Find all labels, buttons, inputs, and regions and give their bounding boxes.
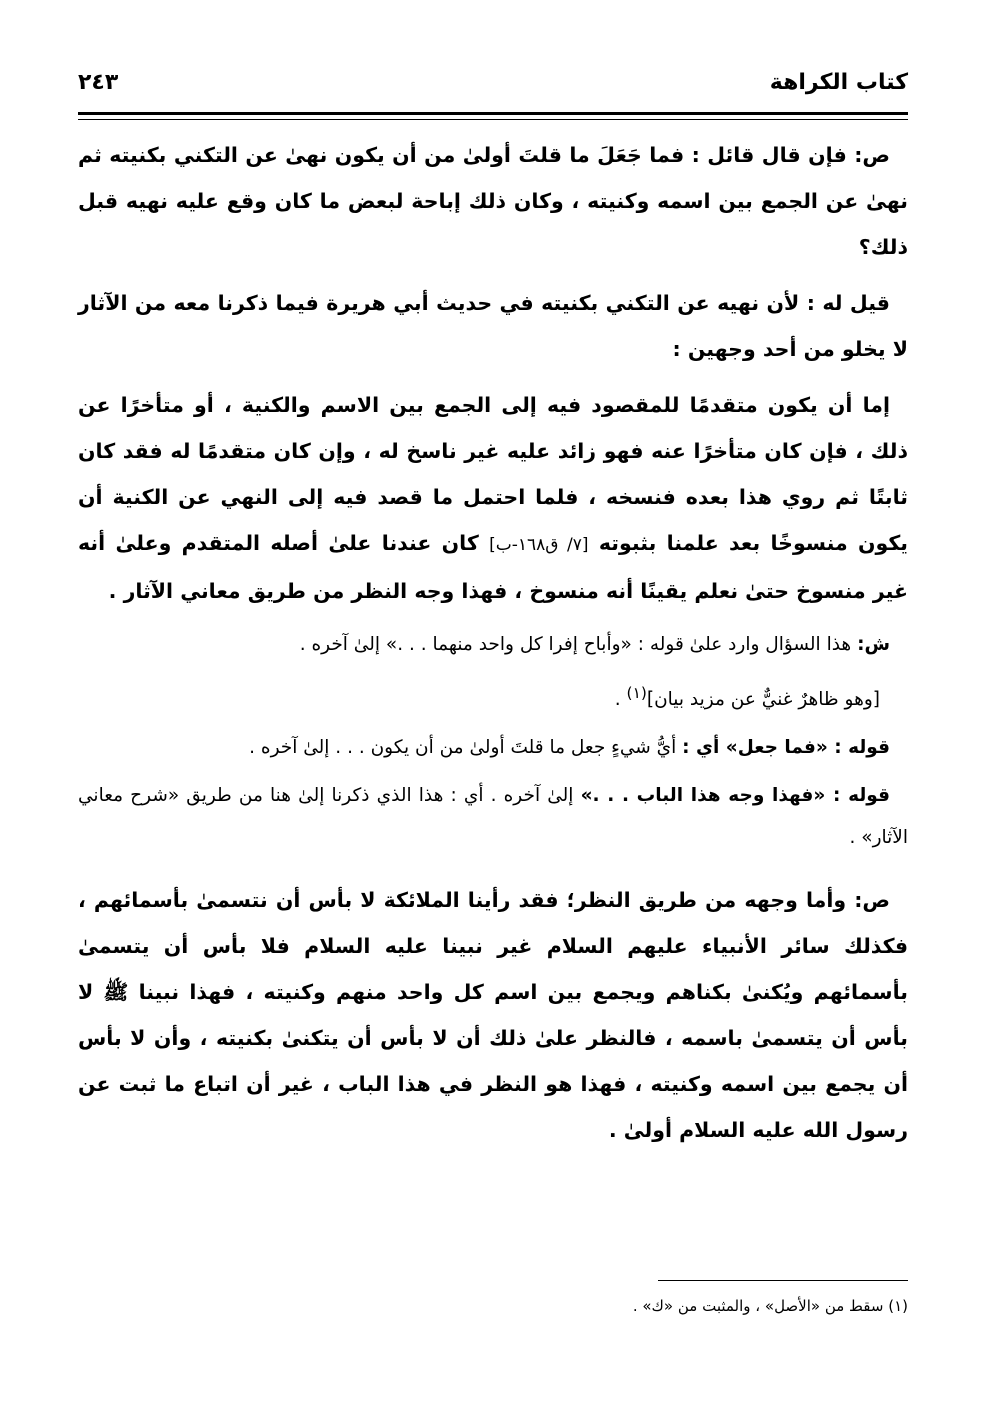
commentary-end: . xyxy=(614,689,627,711)
commentary-text: أيُّ شيءٍ جعل ما قلتَ أولىٰ من أن يكون . . . إلىٰ آخره . xyxy=(249,737,683,759)
commentary-3 xyxy=(78,727,908,769)
commentary-1 xyxy=(78,624,908,666)
quote-label: قوله : «فهذا وجه هذا الباب . . .» xyxy=(580,785,890,807)
header-rule-thick xyxy=(78,112,908,115)
running-header xyxy=(78,70,908,114)
main-text xyxy=(78,132,908,1163)
paragraph-analogy xyxy=(78,877,908,1153)
matn-label: ص: xyxy=(854,143,890,167)
footnote-marker: (١) xyxy=(626,684,647,702)
paragraph-text: وأما وجهه من طريق النظر؛ فقد رأينا الملائكة لا بأس أن نتسمىٰ بأسمائهم ، فكذلك سائر الأنبياء عليهم السلام غير نبينا عليه السلام فلا بأس أن يتسمىٰ بأسمائهم ويُكنىٰ بكناهم ويجمع بين اسم كل واحد منهم وكنيته ، فهذا نبينا ﷺ لا بأس أن يتسمىٰ باسمه ، فالنظر علىٰ ذلك أن لا بأس أن يتكنىٰ بكنيته ، وأن لا بأس أن يجمع بين اسمه وكنيته ، فهذا هو النظر في هذا الباب ، غير أن اتباع ما ثبت عن رسول الله عليه السلام أولىٰ . xyxy=(78,888,908,1143)
manuscript-ref: [٧/ ق١٦٨-ب] xyxy=(489,535,589,555)
paragraph-text: قيل له : لأن نهيه عن التكني بكنيته في حديث أبي هريرة فيما ذكرنا معه من الآثار لا يخلو من أحد وجهين : xyxy=(78,291,908,361)
footnote-separator xyxy=(658,1280,908,1281)
paragraph-text: فإن قال قائل : فما جَعَلَ ما قلتَ أولىٰ من أن يكون نهىٰ عن التكني بكنيته ثم نهىٰ عن الجمع بين اسمه وكنيته ، وكان ذلك إباحة لبعض ما كان وقع عليه نهيه قبل ذلك؟ xyxy=(78,143,908,259)
footnote: (١) سقط من «الأصل» ، والمثبت من «ك» . xyxy=(632,1297,908,1315)
commentary-text: هذا السؤال وارد علىٰ قوله : «وأباح إفرا كل واحد منهما . . .» إلىٰ آخره . xyxy=(299,634,858,655)
commentary-4 xyxy=(78,775,908,859)
commentary-text: [وهو ظاهرٌ غنيٌّ عن مزيد بيان] xyxy=(646,689,880,711)
paragraph-text: إما أن يكون متقدمًا للمقصود فيه إلى الجمع بين الاسم والكنية ، أو متأخرًا عن ذلك ، فإن كان متأخرًا عنه فهو زائد عليه غير ناسخ له ، وإن كان متقدمًا له فقد كان ثابتًا ثم روي هذا بعده فنسخه ، فلما احتمل ما قصد فيه إلى النهي عن الكنية أن يكون منسوخًا بعد علمنا بثبوته xyxy=(78,393,908,555)
commentary-text: إلىٰ آخره . أي : هذا الذي ذكرنا إلىٰ هنا من طريق «شرح معاني الآثار» . xyxy=(78,785,908,849)
paragraph-text: كان عندنا علىٰ أصله المتقدم وعلىٰ أنه غير منسوخ حتىٰ نعلم يقينًا أنه منسوخ ، فهذا وجه النظر من طريق معاني الآثار . xyxy=(78,531,908,603)
chapter-title: كتاب الكراهة xyxy=(769,70,908,95)
quote-label: قوله : «فما جعل» أي : xyxy=(682,737,890,759)
page-number: ٢٤٣ xyxy=(78,70,119,95)
paragraph-question xyxy=(78,132,908,270)
sharh-label: ش: xyxy=(857,634,890,655)
header-rule-thin xyxy=(78,119,908,120)
commentary-2 xyxy=(78,672,908,721)
matn-label: ص: xyxy=(854,888,890,913)
paragraph-answer xyxy=(78,280,908,372)
paragraph-argument xyxy=(78,382,908,614)
